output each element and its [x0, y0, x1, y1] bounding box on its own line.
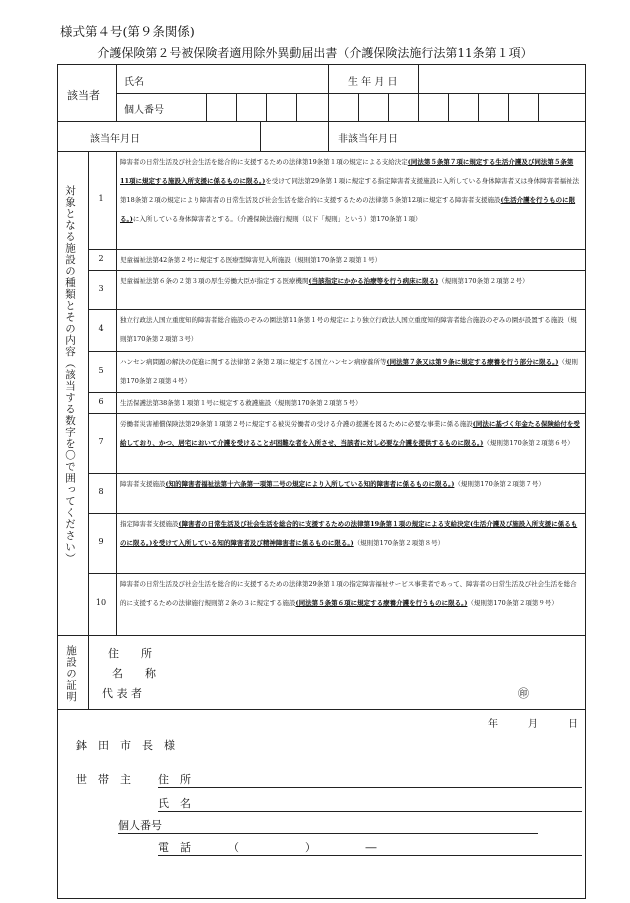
facility-types-side-label: 対象となる施設の種類とその内容（該当する数字を〇で囲ってください） — [64, 185, 76, 565]
applicable-date-label: 該当年月日 — [90, 134, 140, 145]
facility-row-number[interactable]: 7 — [98, 437, 104, 446]
facility-row-text — [120, 575, 582, 613]
divider — [88, 270, 585, 271]
facility-row-text — [120, 394, 582, 413]
addressee: 鉢 田 市 長 様 — [76, 739, 175, 752]
dob-label: 生 年 月 日 — [348, 77, 398, 88]
facility-row-text — [120, 515, 582, 553]
facility-address-label: 住 所 — [108, 647, 152, 660]
divider — [88, 249, 585, 250]
divider — [358, 93, 359, 121]
facility-row-number[interactable]: 9 — [98, 537, 104, 546]
facility-row-segment: （規則第170条第２項第８号） — [353, 539, 445, 547]
applicant-phone-label: 電 話 — [158, 841, 191, 854]
facility-name-label: 名 称 — [112, 667, 156, 680]
divider — [538, 93, 539, 121]
facility-proof-side-label: 施設の証明 — [65, 645, 77, 703]
seal-mark: ㊞ — [518, 687, 529, 700]
facility-row-number[interactable]: 5 — [98, 365, 104, 375]
divider — [508, 93, 509, 121]
divider — [116, 65, 117, 121]
facility-row-segment: 労働者災害補償保険法第29条第１項第２号に規定する被災労働者の受ける介護の援護を図るために必要な事業に係る施設 — [120, 420, 473, 428]
divider — [88, 309, 585, 310]
applicant-name-label: 氏 名 — [158, 797, 191, 810]
facility-representative-label: 代 表 者 — [102, 687, 142, 700]
divider — [206, 93, 207, 121]
facility-row-segment: （規則第170条第２項第４号） — [120, 358, 578, 385]
divider — [478, 93, 479, 121]
facility-row-segment: （規則第170条第２項第２号） — [438, 277, 529, 285]
divider — [116, 151, 117, 635]
facility-row-segment: 児童福祉法第６条の２第３項の厚生労働大臣が指定する医療機関 — [120, 277, 309, 285]
household-head-label: 世 帯 主 — [76, 773, 131, 786]
divider — [236, 93, 237, 121]
applicant-individual-number-line[interactable] — [118, 833, 538, 834]
facility-row-number[interactable]: 4 — [98, 324, 104, 333]
applicant-phone-line[interactable] — [158, 855, 582, 856]
divider — [418, 93, 419, 121]
facility-row-condition: (同法第５条第７項に規定する生活介護及び同法第５条第11項に規定する施設入所支援に係るものに限る。) — [120, 158, 574, 185]
facility-row-text — [120, 251, 582, 270]
facility-row-segment: 独立行政法人国立重度知的障害者総合施設のぞみの園法第11条第１号の規定により独立行政法人国立重度知的障害者総合施設のぞみの園が設置する施設（規則第170条第２項第３号） — [120, 316, 577, 343]
divider — [88, 413, 585, 414]
divider — [88, 151, 89, 635]
facility-row-segment: （規則第170条第２項第６号） — [483, 439, 574, 447]
facility-row-condition: (知的障害者福祉法第十六条第一項第二号の規定により入所している知的障害者に係るものに限る。) — [165, 480, 455, 488]
facility-row-condition: (同法第５条第６項に規定する療養介護を行うものに限る。) — [295, 599, 468, 607]
applicant-name-line[interactable] — [158, 811, 582, 812]
facility-row-number[interactable]: 1 — [98, 194, 104, 203]
divider — [58, 151, 585, 152]
facility-row-number[interactable]: 6 — [98, 396, 104, 406]
facility-row-condition: (同法に基づく年金たる保険給付を受給しており、かつ、居宅において介護を受けることが困難な者を入所させ、当該者に対し必要な介護を提供するものに限る。) — [120, 420, 580, 447]
facility-row-condition: (障害者の日常生活及び社会生活を総合的に支援するための法律第19条第１項の規定による支給決定(生活介護及び施設入所支援に係るものに限る。)を受けて入所している知的障害者及び精神障害者に係るものに限る。) — [120, 520, 578, 547]
facility-row-segment: （規則第170条第２項第９号） — [467, 599, 558, 607]
divider — [260, 121, 261, 151]
facility-row-segment: （規則第170条第２項第７号） — [454, 480, 545, 488]
applicant-address-line[interactable] — [158, 787, 582, 788]
applicable-person-label: 該当者 — [67, 89, 100, 102]
name-label: 氏名 — [124, 77, 144, 88]
facility-row-text — [120, 415, 582, 453]
facility-row-segment: ハンセン病問題の解決の促進に関する法律第２条第２項に規定する国立ハンセン病療養所等 — [120, 358, 387, 366]
divider — [58, 121, 585, 122]
non-applicable-date-label: 非該当年月日 — [338, 134, 398, 145]
divider — [328, 65, 329, 151]
facility-row-segment: 指定障害者支援施設 — [120, 520, 179, 528]
individual-number-label: 個人番号 — [124, 105, 164, 116]
facility-row-text — [120, 272, 582, 291]
divider — [88, 351, 585, 352]
divider — [88, 392, 585, 393]
divider — [88, 513, 585, 514]
facility-row-text — [120, 353, 582, 391]
divider — [116, 93, 585, 94]
facility-row-number[interactable]: 8 — [98, 487, 104, 496]
form-title: 介護保険第２号被保険者適用除外異動届出書（介護保険法施行法第11条第１項） — [97, 46, 533, 60]
facility-row-segment: 障害者支援施設 — [120, 480, 166, 488]
applicant-phone-format: （ ） ― — [228, 841, 377, 854]
facility-row-text — [120, 153, 582, 229]
divider — [296, 93, 297, 121]
divider — [88, 573, 585, 574]
facility-row-segment: を受けて同法第29条第１項に規定する指定障害者支援施設に入所している身体障害者又は身体障害者福祉法第18条第２項の規定により障害者の日常生活及び社会生活を総合的に支援するための法律第５条第12項に規定する障害者支援施設 — [120, 177, 580, 204]
divider — [448, 93, 449, 121]
divider — [58, 709, 585, 710]
facility-row-condition: (当該指定にかかる治療等を行う病床に限る) — [308, 277, 439, 285]
facility-row-number[interactable]: 3 — [98, 283, 104, 293]
divider — [88, 473, 585, 474]
facility-row-text — [120, 311, 582, 349]
facility-row-segment: 障害者の日常生活及び社会生活を総合的に支援するための法律第19条第１項の規定による支給決定 — [120, 158, 408, 166]
facility-row-segment: 生活保護法第38条第１項第１号に規定する救護施設（規則第170条第２項第５号） — [120, 399, 362, 407]
facility-row-condition: (同法第７条又は第９条に規定する療養を行う部分に限る。) — [386, 358, 559, 366]
facility-row-segment: 障害者の日常生活及び社会生活を総合的に支援するための法律第29条第１項の指定障害福祉サービス事業者であって、障害者の日常生活及び社会生活を総合的に支援するための法律施行規則第２条の３に規定する施設 — [120, 580, 577, 607]
facility-row-text — [120, 475, 582, 494]
divider — [418, 65, 419, 93]
submission-date: 年 月 日 — [488, 719, 578, 730]
facility-row-segment: 児童福祉法第42条第２号に規定する医療型障害児入所施設（規則第170条第２項第１号） — [120, 256, 382, 264]
facility-row-number[interactable]: 10 — [95, 598, 107, 607]
form-frame — [57, 64, 586, 899]
facility-row-condition: (生活介護を行うものに限る。) — [120, 196, 576, 223]
divider — [88, 635, 89, 709]
divider — [58, 635, 585, 636]
divider — [266, 93, 267, 121]
divider — [388, 93, 389, 121]
facility-row-number[interactable]: 2 — [98, 253, 104, 263]
form-number: 様式第４号(第９条関係) — [60, 24, 195, 39]
applicant-address-label: 住 所 — [158, 773, 191, 786]
facility-row-segment: に入所している身体障害者とする。（介護保険法施行規則（以下「規則」という）第170条第１項） — [132, 215, 422, 223]
applicant-individual-number-label: 個人番号 — [118, 819, 162, 832]
